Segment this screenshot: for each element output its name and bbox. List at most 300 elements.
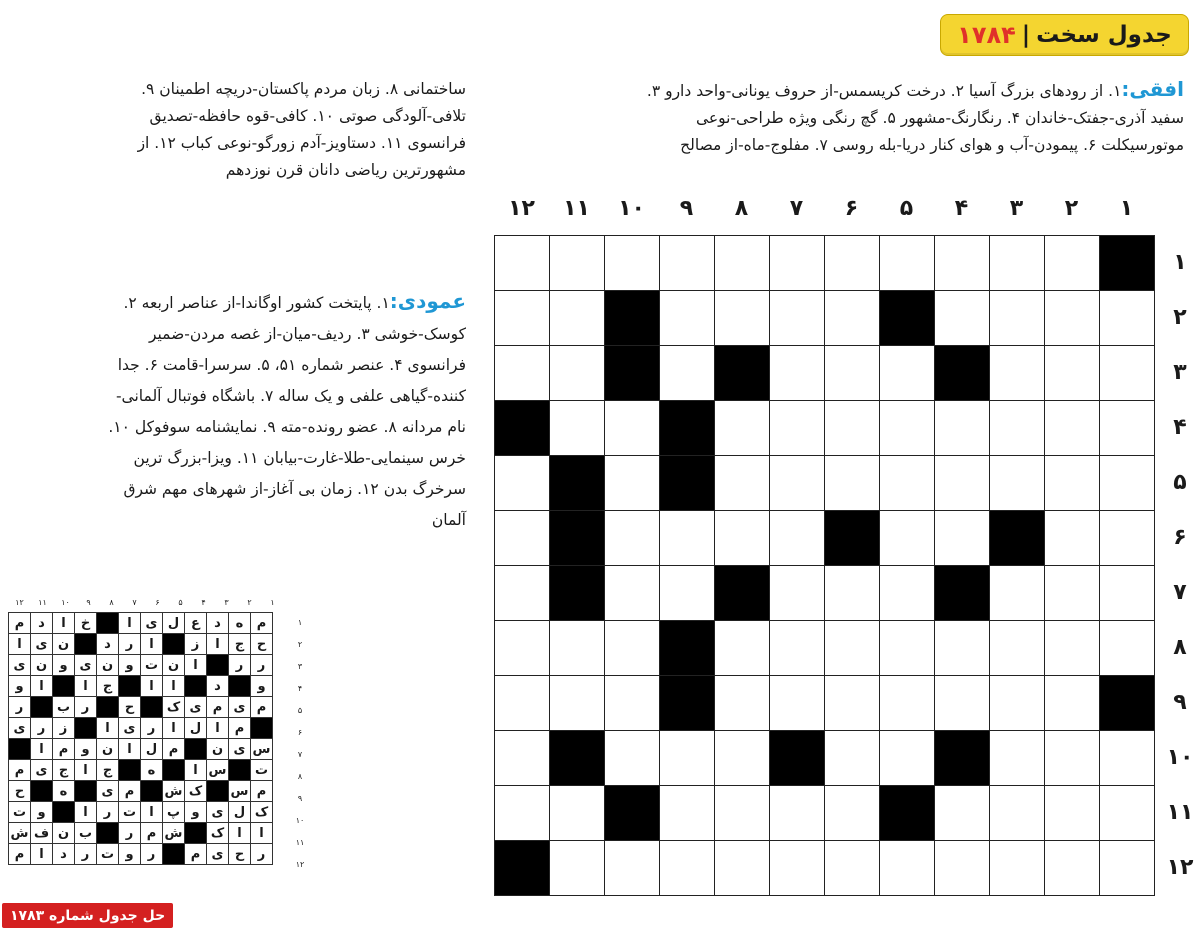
empty-cell[interactable] <box>660 841 715 896</box>
solution-letter-cell: ن <box>53 823 75 844</box>
solution-letter-cell: ا <box>9 634 31 655</box>
empty-cell[interactable] <box>550 346 605 401</box>
solution-letter-cell: ن <box>53 634 75 655</box>
empty-cell[interactable] <box>605 401 660 456</box>
row-number: ۱ <box>1173 250 1187 275</box>
solution-letter-cell: د <box>97 634 119 655</box>
empty-cell[interactable] <box>990 841 1045 896</box>
solution-black-cell <box>229 676 251 697</box>
solution-letter-cell: ی <box>207 844 229 865</box>
row-number: ۹ <box>1173 690 1187 715</box>
empty-cell[interactable] <box>990 456 1045 511</box>
empty-cell[interactable] <box>825 621 880 676</box>
row-number: ۱۱ <box>1166 800 1194 825</box>
empty-cell[interactable] <box>990 291 1045 346</box>
solution-letter-cell: ر <box>119 823 141 844</box>
empty-cell[interactable] <box>1045 401 1100 456</box>
solution-letter-cell: م <box>53 739 75 760</box>
solution-letter-cell: د <box>207 676 229 697</box>
grid-row <box>495 291 1155 346</box>
solution-black-cell <box>119 760 141 781</box>
black-cell <box>825 511 880 566</box>
empty-cell[interactable] <box>770 456 825 511</box>
solution-letter-cell: ه <box>229 613 251 634</box>
solution-letter-cell: ش <box>163 781 185 802</box>
vertical-clue-line: نام مردانه ۸. عضو رونده-مته ۹. نمایشنامه سوفوکل ۱۰. <box>108 418 466 436</box>
empty-cell[interactable] <box>495 291 550 346</box>
empty-cell[interactable] <box>715 401 770 456</box>
empty-cell[interactable] <box>990 786 1045 841</box>
solution-letter-cell: ا <box>207 718 229 739</box>
empty-cell[interactable] <box>825 566 880 621</box>
empty-cell[interactable] <box>605 676 660 731</box>
empty-cell[interactable] <box>605 621 660 676</box>
empty-cell[interactable] <box>935 841 990 896</box>
black-cell <box>550 511 605 566</box>
solution-letter-cell: ا <box>97 718 119 739</box>
grid-row <box>495 401 1155 456</box>
row-number: ۲ <box>1173 305 1187 330</box>
empty-cell[interactable] <box>825 786 880 841</box>
empty-cell[interactable] <box>880 346 935 401</box>
solution-black-cell <box>97 613 119 634</box>
empty-cell[interactable] <box>715 291 770 346</box>
solution-letter-cell: و <box>119 655 141 676</box>
black-cell <box>495 841 550 896</box>
solution-column-number: ۶ <box>155 598 160 607</box>
horizontal-clue-line: مشهورترین ریاضی دانان قرن نوزدهم <box>225 161 466 179</box>
solution-black-cell <box>251 718 273 739</box>
black-cell <box>605 346 660 401</box>
empty-cell[interactable] <box>935 511 990 566</box>
solution-column-number: ۱۱ <box>38 598 47 607</box>
empty-cell[interactable] <box>660 566 715 621</box>
empty-cell[interactable] <box>990 566 1045 621</box>
empty-cell[interactable] <box>1045 456 1100 511</box>
empty-cell[interactable] <box>550 621 605 676</box>
solution-letter-cell: م <box>251 613 273 634</box>
empty-cell[interactable] <box>1045 841 1100 896</box>
solution-black-cell <box>97 697 119 718</box>
vertical-clue-line: آلمان <box>431 511 466 529</box>
empty-cell[interactable] <box>770 621 825 676</box>
column-number: ۵ <box>899 196 914 221</box>
title-separator: | <box>1021 22 1031 48</box>
black-cell <box>660 401 715 456</box>
solution-letter-cell: س <box>229 781 251 802</box>
solution-letter-cell: ه <box>141 760 163 781</box>
solution-letter-cell: و <box>251 676 273 697</box>
column-number: ۱۲ <box>508 196 535 221</box>
empty-cell[interactable] <box>1100 291 1155 346</box>
column-number: ۱ <box>1119 196 1134 221</box>
solution-letter-cell: ا <box>141 634 163 655</box>
empty-cell[interactable] <box>825 841 880 896</box>
column-number: ۳ <box>1009 196 1024 221</box>
solution-column-number: ۷ <box>132 598 137 607</box>
solution-letter-cell: ا <box>75 760 97 781</box>
empty-cell[interactable] <box>880 401 935 456</box>
solution-letter-cell: ا <box>185 655 207 676</box>
empty-cell[interactable] <box>1100 346 1155 401</box>
solution-row <box>9 613 273 634</box>
solution-letter-cell: د <box>207 613 229 634</box>
solution-letter-cell: ن <box>163 655 185 676</box>
solution-letter-cell: خ <box>75 613 97 634</box>
empty-cell[interactable] <box>715 786 770 841</box>
row-number: ۵ <box>1173 470 1187 495</box>
solution-row-number: ۴ <box>297 684 303 693</box>
solution-letter-cell: ز <box>53 718 75 739</box>
solution-letter-cell: م <box>9 844 31 865</box>
empty-cell[interactable] <box>990 346 1045 401</box>
empty-cell[interactable] <box>605 511 660 566</box>
horizontal-clue-line: افقی:۱. از رودهای بزرگ آسیا ۲. درخت کریسمس-از حروف یونانی-واحد دارو ۳. <box>646 77 1184 101</box>
empty-cell[interactable] <box>825 456 880 511</box>
empty-cell[interactable] <box>605 566 660 621</box>
solution-row <box>9 760 273 781</box>
solution-letter-cell: م <box>207 697 229 718</box>
empty-cell[interactable] <box>825 346 880 401</box>
solution-letter-cell: م <box>251 697 273 718</box>
empty-cell[interactable] <box>770 566 825 621</box>
solution-letter-cell: ا <box>251 823 273 844</box>
empty-cell[interactable] <box>550 841 605 896</box>
row-number: ۴ <box>1173 415 1187 440</box>
empty-cell[interactable] <box>495 236 550 291</box>
solution-letter-cell: ل <box>163 613 185 634</box>
solution-letter-cell: م <box>251 781 273 802</box>
empty-cell[interactable] <box>880 731 935 786</box>
empty-cell[interactable] <box>495 456 550 511</box>
empty-cell[interactable] <box>825 731 880 786</box>
empty-cell[interactable] <box>715 511 770 566</box>
puzzle-title-badge <box>940 14 1189 56</box>
empty-cell[interactable] <box>550 786 605 841</box>
solution-letter-cell: ح <box>9 781 31 802</box>
black-cell <box>715 346 770 401</box>
solution-letter-cell: و <box>31 802 53 823</box>
solution-letter-cell: ا <box>141 676 163 697</box>
row-number: ۷ <box>1173 580 1187 605</box>
grid-row <box>495 731 1155 786</box>
solution-letter-cell: ر <box>141 844 163 865</box>
solution-letter-cell: ر <box>75 697 97 718</box>
solution-letter-cell: ج <box>97 760 119 781</box>
solution-letter-cell: ی <box>9 718 31 739</box>
solution-row-number: ۱۲ <box>295 860 305 869</box>
solution-row <box>9 781 273 802</box>
solution-column-number: ۸ <box>109 598 114 607</box>
empty-cell[interactable] <box>660 346 715 401</box>
column-number: ۷ <box>789 196 804 221</box>
empty-cell[interactable] <box>1045 566 1100 621</box>
solution-letter-cell: ع <box>185 613 207 634</box>
solution-column-number: ۱۰ <box>61 598 70 607</box>
solution-letter-cell: ر <box>75 844 97 865</box>
solution-grid <box>8 612 273 865</box>
empty-cell[interactable] <box>495 676 550 731</box>
empty-cell[interactable] <box>715 236 770 291</box>
empty-cell[interactable] <box>660 236 715 291</box>
horizontal-clues-col2 <box>4 76 466 184</box>
solution-letter-cell: ن <box>97 655 119 676</box>
grid-row <box>495 841 1155 896</box>
empty-cell[interactable] <box>935 456 990 511</box>
horizontal-clue-line: ساختمانی ۸. زبان مردم پاکستان-دریچه اطمینان ۹. <box>141 80 466 98</box>
black-cell <box>550 456 605 511</box>
solution-column-number: ۱۲ <box>15 598 24 607</box>
empty-cell[interactable] <box>660 731 715 786</box>
empty-cell[interactable] <box>1100 566 1155 621</box>
empty-cell[interactable] <box>935 786 990 841</box>
vertical-clues <box>4 286 466 536</box>
empty-cell[interactable] <box>495 511 550 566</box>
empty-cell[interactable] <box>770 786 825 841</box>
empty-cell[interactable] <box>495 731 550 786</box>
vertical-clue-line: فرانسوی ۴. عنصر شماره ۵۱، ۵. سرسرا-قامت ۶. جدا <box>117 356 466 374</box>
solution-column-number: ۹ <box>86 598 91 607</box>
black-cell <box>605 291 660 346</box>
solution-row-number: ۸ <box>297 772 303 781</box>
empty-cell[interactable] <box>495 786 550 841</box>
empty-cell[interactable] <box>935 236 990 291</box>
black-cell <box>935 566 990 621</box>
solution-black-cell <box>9 739 31 760</box>
solution-letter-cell: ک <box>163 697 185 718</box>
solution-letter-cell: ح <box>119 697 141 718</box>
empty-cell[interactable] <box>770 676 825 731</box>
black-cell <box>550 731 605 786</box>
empty-cell[interactable] <box>715 731 770 786</box>
solution-letter-cell: ش <box>9 823 31 844</box>
empty-cell[interactable] <box>770 291 825 346</box>
empty-cell[interactable] <box>990 676 1045 731</box>
empty-cell[interactable] <box>880 621 935 676</box>
horizontal-clue-line: فرانسوی ۱۱. دستاویز-آدم زورگو-نوعی کباب ۱۲. از <box>137 134 466 152</box>
empty-cell[interactable] <box>825 236 880 291</box>
solution-column-number: ۴ <box>201 598 206 607</box>
grid-row <box>495 676 1155 731</box>
empty-cell[interactable] <box>880 841 935 896</box>
solution-letter-cell: و <box>53 655 75 676</box>
empty-cell[interactable] <box>550 236 605 291</box>
solution-letter-cell: ج <box>229 634 251 655</box>
black-cell <box>660 676 715 731</box>
solution-letter-cell: ا <box>31 676 53 697</box>
empty-cell[interactable] <box>935 401 990 456</box>
empty-cell[interactable] <box>1100 401 1155 456</box>
empty-cell[interactable] <box>550 401 605 456</box>
solution-column-number: ۵ <box>178 598 183 607</box>
empty-cell[interactable] <box>495 346 550 401</box>
solution-column-numbers <box>8 598 284 607</box>
solution-row-number: ۱۰ <box>295 816 305 825</box>
empty-cell[interactable] <box>1045 621 1100 676</box>
empty-cell[interactable] <box>935 291 990 346</box>
empty-cell[interactable] <box>550 291 605 346</box>
empty-cell[interactable] <box>880 236 935 291</box>
empty-cell[interactable] <box>715 621 770 676</box>
empty-cell[interactable] <box>880 566 935 621</box>
row-number: ۳ <box>1173 360 1187 385</box>
row-number: ۱۰ <box>1166 745 1194 770</box>
empty-cell[interactable] <box>1045 786 1100 841</box>
empty-cell[interactable] <box>495 621 550 676</box>
solution-black-cell <box>163 844 185 865</box>
grid-row <box>495 236 1155 291</box>
solution-black-cell <box>53 676 75 697</box>
solution-letter-cell: ن <box>97 739 119 760</box>
empty-cell[interactable] <box>880 456 935 511</box>
solution-row <box>9 697 273 718</box>
empty-cell[interactable] <box>1045 511 1100 566</box>
empty-cell[interactable] <box>1100 511 1155 566</box>
vertical-clue-line: سرخرگ بدن ۱۲. زمان بی آغاز-از شهرهای مهم شرق <box>123 480 466 498</box>
black-cell <box>550 566 605 621</box>
row-number: ۱۲ <box>1166 855 1194 880</box>
empty-cell[interactable] <box>1100 731 1155 786</box>
solution-black-cell <box>31 781 53 802</box>
solution-letter-cell: ر <box>9 697 31 718</box>
solution-letter-cell: ک <box>251 802 273 823</box>
empty-cell[interactable] <box>550 676 605 731</box>
column-number: ۹ <box>679 196 694 221</box>
black-cell <box>990 511 1045 566</box>
solution-letter-cell: ف <box>31 823 53 844</box>
empty-cell[interactable] <box>1045 291 1100 346</box>
empty-cell[interactable] <box>605 841 660 896</box>
solution-row-number: ۵ <box>297 706 303 715</box>
solution-black-cell <box>163 760 185 781</box>
solution-letter-cell: ا <box>141 802 163 823</box>
grid-column-numbers <box>494 196 1154 226</box>
empty-cell[interactable] <box>825 676 880 731</box>
solution-letter-cell: ن <box>207 739 229 760</box>
solution-letter-cell: ر <box>251 844 273 865</box>
empty-cell[interactable] <box>1045 676 1100 731</box>
solution-letter-cell: ی <box>229 739 251 760</box>
solution-letter-cell: ل <box>141 739 163 760</box>
empty-cell[interactable] <box>770 236 825 291</box>
solution-letter-cell: ی <box>119 718 141 739</box>
empty-cell[interactable] <box>990 401 1045 456</box>
empty-cell[interactable] <box>825 401 880 456</box>
empty-cell[interactable] <box>770 346 825 401</box>
solution-letter-cell: ا <box>163 676 185 697</box>
solution-row <box>9 634 273 655</box>
solution-black-cell <box>97 823 119 844</box>
empty-cell[interactable] <box>880 511 935 566</box>
solution-letter-cell: م <box>9 760 31 781</box>
solution-letter-cell: م <box>119 781 141 802</box>
empty-cell[interactable] <box>1100 456 1155 511</box>
empty-cell[interactable] <box>825 291 880 346</box>
solution-letter-cell: ا <box>75 802 97 823</box>
solution-row-number: ۱ <box>297 618 303 627</box>
black-cell <box>935 346 990 401</box>
empty-cell[interactable] <box>605 456 660 511</box>
horizontal-clues-col1 <box>494 76 1184 159</box>
column-number: ۱۰ <box>618 196 645 221</box>
empty-cell[interactable] <box>990 621 1045 676</box>
solution-letter-cell: ح <box>229 844 251 865</box>
solution-black-cell <box>75 718 97 739</box>
empty-cell[interactable] <box>770 401 825 456</box>
solution-row <box>9 739 273 760</box>
empty-cell[interactable] <box>605 731 660 786</box>
solution-letter-cell: ت <box>141 655 163 676</box>
solution-black-cell <box>229 760 251 781</box>
solution-letter-cell: ب <box>53 697 75 718</box>
black-cell <box>880 291 935 346</box>
empty-cell[interactable] <box>1045 731 1100 786</box>
empty-cell[interactable] <box>990 236 1045 291</box>
solution-letter-cell: ل <box>229 802 251 823</box>
empty-cell[interactable] <box>990 731 1045 786</box>
empty-cell[interactable] <box>770 841 825 896</box>
empty-cell[interactable] <box>770 511 825 566</box>
solution-letter-cell: ر <box>31 718 53 739</box>
empty-cell[interactable] <box>660 291 715 346</box>
row-number: ۶ <box>1173 525 1187 550</box>
empty-cell[interactable] <box>605 236 660 291</box>
solution-letter-cell: ه <box>53 781 75 802</box>
solution-letter-cell: ا <box>185 760 207 781</box>
grid-row <box>495 621 1155 676</box>
solution-letter-cell: ز <box>185 634 207 655</box>
solution-letter-cell: ک <box>207 823 229 844</box>
solution-letter-cell: ا <box>119 613 141 634</box>
empty-cell[interactable] <box>1100 841 1155 896</box>
empty-cell[interactable] <box>1100 621 1155 676</box>
solution-letter-cell: ت <box>9 802 31 823</box>
empty-cell[interactable] <box>660 786 715 841</box>
solution-letter-cell: م <box>185 844 207 865</box>
solution-black-cell <box>207 781 229 802</box>
empty-cell[interactable] <box>1045 236 1100 291</box>
empty-cell[interactable] <box>715 841 770 896</box>
empty-cell[interactable] <box>935 621 990 676</box>
empty-cell[interactable] <box>1045 346 1100 401</box>
solution-letter-cell: ح <box>251 634 273 655</box>
empty-cell[interactable] <box>715 676 770 731</box>
empty-cell[interactable] <box>495 566 550 621</box>
solution-letter-cell: ا <box>31 844 53 865</box>
solution-letter-cell: س <box>251 739 273 760</box>
black-cell <box>660 456 715 511</box>
grid-row-numbers <box>1160 235 1197 895</box>
solution-letter-cell: ی <box>9 655 31 676</box>
grid-row <box>495 566 1155 621</box>
empty-cell[interactable] <box>660 511 715 566</box>
empty-cell[interactable] <box>880 676 935 731</box>
solution-letter-cell: ج <box>53 760 75 781</box>
solution-row <box>9 844 273 865</box>
empty-cell[interactable] <box>715 456 770 511</box>
empty-cell[interactable] <box>1100 786 1155 841</box>
column-number: ۱۱ <box>563 196 590 221</box>
puzzle-number: ۱۷۸۴ <box>957 21 1016 49</box>
black-cell <box>770 731 825 786</box>
empty-cell[interactable] <box>935 676 990 731</box>
solution-letter-cell: د <box>53 844 75 865</box>
solution-row <box>9 676 273 697</box>
vertical-clue-line: خرس سینمایی-طلا-غارت-بیابان ۱۱. ویزا-بزرگ ترین <box>133 449 466 467</box>
solution-letter-cell: ی <box>207 802 229 823</box>
black-cell <box>660 621 715 676</box>
solution-letter-cell: ر <box>251 655 273 676</box>
